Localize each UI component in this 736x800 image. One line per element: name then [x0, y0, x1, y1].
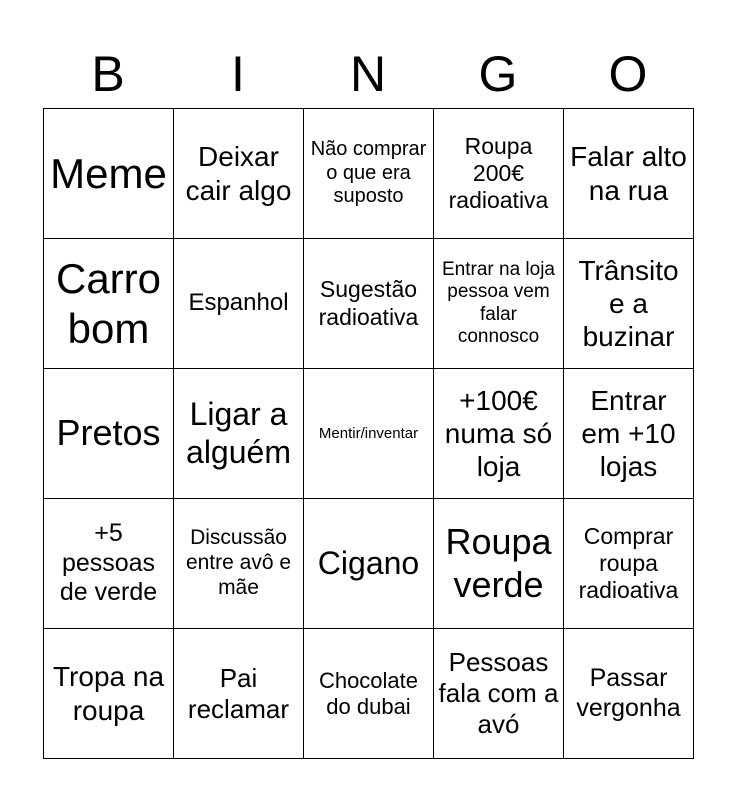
bingo-cell[interactable]: Comprar roupa radioativa: [564, 499, 694, 629]
bingo-cell[interactable]: Roupa 200€ radioativa: [434, 109, 564, 239]
board-row: [44, 109, 694, 239]
bingo-cell[interactable]: Entrar na loja pessoa vem falar connosco: [434, 239, 564, 369]
bingo-cell[interactable]: Roupa verde: [434, 499, 564, 629]
bingo-cell[interactable]: Passar vergonha: [564, 629, 694, 759]
header-letter-b: B: [91, 46, 125, 102]
bingo-cell[interactable]: Deixar cair algo: [174, 109, 304, 239]
bingo-cell[interactable]: +100€ numa só loja: [434, 369, 564, 499]
board-row: [44, 629, 694, 759]
bingo-cell[interactable]: Entrar em +10 lojas: [564, 369, 694, 499]
bingo-cell[interactable]: Pessoas fala com a avó: [434, 629, 564, 759]
header-letter-i: I: [231, 46, 245, 102]
bingo-cell[interactable]: Chocolate do dubai: [304, 629, 434, 759]
bingo-cell[interactable]: Tropa na roupa: [44, 629, 174, 759]
bingo-cell[interactable]: Pretos: [44, 369, 174, 499]
bingo-cell[interactable]: Pai reclamar: [174, 629, 304, 759]
header-letter-g: G: [478, 46, 518, 102]
bingo-cell[interactable]: Trânsito e a buzinar: [564, 239, 694, 369]
bingo-cell[interactable]: +5 pessoas de verde: [44, 499, 174, 629]
bingo-cell[interactable]: Meme: [44, 109, 174, 239]
bingo-cell[interactable]: Mentir/inventar: [304, 369, 434, 499]
bingo-board: [43, 108, 694, 759]
bingo-cell[interactable]: Não comprar o que era suposto: [304, 109, 434, 239]
header-letter-o: O: [608, 46, 648, 102]
header-letter-n: N: [349, 46, 387, 102]
board-row: [44, 369, 694, 499]
bingo-header: [43, 40, 693, 108]
bingo-cell[interactable]: Carro bom: [44, 239, 174, 369]
bingo-cell[interactable]: Cigano: [304, 499, 434, 629]
board-row: [44, 499, 694, 629]
board-row: [44, 239, 694, 369]
bingo-cell[interactable]: Discussão entre avô e mãe: [174, 499, 304, 629]
bingo-cell[interactable]: Sugestão radioativa: [304, 239, 434, 369]
bingo-cell[interactable]: Espanhol: [174, 239, 304, 369]
bingo-cell[interactable]: Ligar a alguém: [174, 369, 304, 499]
bingo-cell[interactable]: Falar alto na rua: [564, 109, 694, 239]
